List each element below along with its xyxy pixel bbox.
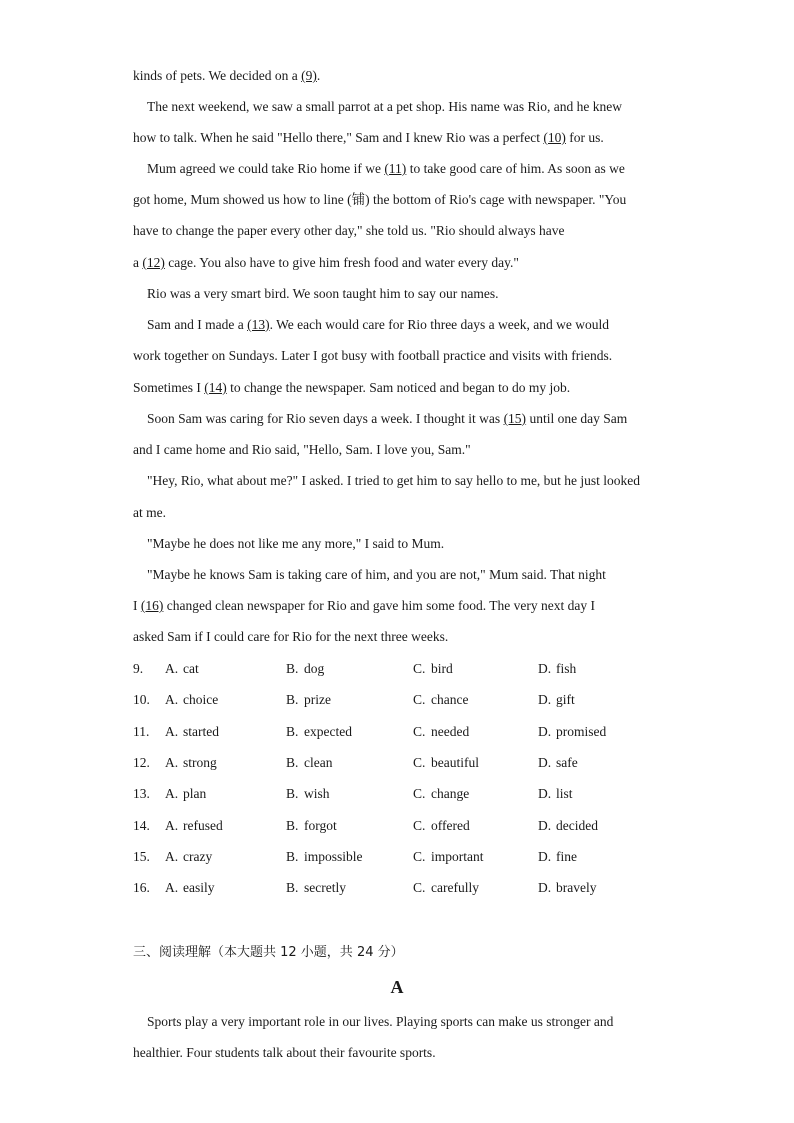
passage-line: a (12) cage. You also have to give him fresh food and water every day."	[133, 255, 519, 270]
question-number: 13.	[133, 786, 150, 801]
option-text: change	[431, 786, 470, 801]
passage-line: Sports play a very important role in our lives. Playing sports can make us stronger and	[147, 1014, 614, 1029]
option-text: forgot	[304, 818, 337, 833]
option-text: wish	[304, 786, 330, 801]
option-c	[413, 692, 468, 708]
option-letter: B.	[286, 661, 299, 676]
option-b	[286, 880, 346, 896]
option-text: cat	[183, 661, 199, 676]
option-text: strong	[183, 755, 217, 770]
option-d	[538, 786, 573, 802]
option-letter: A.	[165, 786, 179, 801]
question-number: 16.	[133, 880, 150, 895]
option-text: prize	[304, 692, 331, 707]
passage-line: Sometimes I (14) to change the newspaper. Sam noticed and began to do my job.	[133, 380, 571, 395]
option-a	[165, 880, 215, 896]
option-letter: D.	[538, 786, 552, 801]
option-a	[165, 724, 219, 740]
option-letter: D.	[538, 880, 552, 895]
passage-line: have to change the paper every other day," she told us. "Rio should always have	[133, 223, 565, 238]
option-d	[538, 818, 598, 834]
option-letter: C.	[413, 818, 426, 833]
option-text: safe	[556, 755, 578, 770]
option-text: clean	[304, 755, 333, 770]
option-d	[538, 661, 576, 677]
question-number: 9.	[133, 661, 144, 676]
passage-line: Soon Sam was caring for Rio seven days a week. I thought it was (15) until one day Sam	[147, 411, 628, 426]
option-c	[413, 755, 479, 771]
passage-line: I (16) changed clean newspaper for Rio and gave him some food. The very next day I	[133, 598, 595, 613]
option-b	[286, 818, 337, 834]
question-number: 15.	[133, 849, 150, 864]
option-b	[286, 661, 324, 677]
option-b	[286, 755, 332, 771]
option-text: impossible	[304, 849, 363, 864]
option-c	[413, 724, 469, 740]
passage-heading: A	[390, 977, 404, 997]
question-number: 14.	[133, 818, 150, 833]
option-a	[165, 692, 218, 708]
blank-14: (14)	[204, 380, 227, 395]
option-text: bird	[431, 661, 453, 676]
blank-13: (13)	[247, 317, 270, 332]
option-letter: A.	[165, 661, 179, 676]
section-title: 三、阅读理解（本大题共 12 小题，共 24 分）	[133, 945, 404, 960]
option-a	[165, 818, 223, 834]
passage-line: asked Sam if I could care for Rio for the next three weeks.	[133, 629, 449, 644]
option-text: needed	[431, 724, 470, 739]
passage-line: at me.	[133, 505, 166, 520]
passage-line: Sam and I made a (13). We each would care for Rio three days a week, and we would	[147, 317, 610, 332]
passage-line: "Maybe he does not like me any more," I said to Mum.	[147, 536, 445, 551]
blank-11: (11)	[384, 161, 407, 176]
option-b	[286, 786, 330, 802]
option-letter: D.	[538, 692, 552, 707]
passage-line: work together on Sundays. Later I got busy with football practice and visits with friends.	[133, 348, 613, 363]
option-letter: A.	[165, 692, 179, 707]
question-number: 11.	[133, 724, 150, 739]
option-c	[413, 661, 453, 677]
option-letter: A.	[165, 849, 179, 864]
option-text: important	[431, 849, 484, 864]
option-letter: B.	[286, 880, 299, 895]
option-c	[413, 849, 484, 865]
option-c	[413, 818, 470, 834]
option-letter: C.	[413, 849, 426, 864]
option-letter: D.	[538, 818, 552, 833]
option-text: list	[556, 786, 573, 801]
option-letter: A.	[165, 818, 179, 833]
option-letter: B.	[286, 849, 299, 864]
passage-line: "Maybe he knows Sam is taking care of him, and you are not," Mum said. That night	[147, 567, 606, 582]
passage-line: got home, Mum showed us how to line (铺) the bottom of Rio's cage with newspaper. "You	[133, 192, 627, 207]
passage-line: The next weekend, we saw a small parrot at a pet shop. His name was Rio, and he knew	[147, 99, 622, 114]
option-text: plan	[183, 786, 207, 801]
passage-line: Rio was a very smart bird. We soon taught him to say our names.	[147, 286, 499, 301]
option-a	[165, 786, 206, 802]
option-b	[286, 724, 352, 740]
option-d	[538, 849, 577, 865]
option-letter: C.	[413, 692, 426, 707]
option-letter: B.	[286, 692, 299, 707]
blank-10: (10)	[543, 130, 566, 145]
option-text: started	[183, 724, 219, 739]
option-letter: B.	[286, 818, 299, 833]
option-d	[538, 724, 606, 740]
option-text: chance	[431, 692, 469, 707]
passage-line: how to talk. When he said "Hello there," Sam and I knew Rio was a perfect (10) for us.	[133, 130, 604, 145]
option-b	[286, 849, 363, 865]
option-text: offered	[431, 818, 470, 833]
option-text: decided	[556, 818, 598, 833]
option-d	[538, 755, 578, 771]
option-letter: C.	[413, 661, 426, 676]
option-c	[413, 880, 479, 896]
passage-line: Mum agreed we could take Rio home if we (11) to take good care of him. As soon as we	[147, 161, 625, 176]
option-text: gift	[556, 692, 575, 707]
option-text: fish	[556, 661, 577, 676]
option-text: dog	[304, 661, 325, 676]
option-letter: D.	[538, 755, 552, 770]
option-a	[165, 755, 217, 771]
passage-line: "Hey, Rio, what about me?" I asked. I tried to get him to say hello to me, but he just looked	[147, 473, 641, 488]
option-b	[286, 692, 331, 708]
option-letter: C.	[413, 880, 426, 895]
blank-15: (15)	[503, 411, 527, 426]
option-d	[538, 692, 575, 708]
blank-16: (16)	[140, 598, 164, 613]
option-a	[165, 661, 199, 677]
option-text: choice	[183, 692, 219, 707]
option-text: carefully	[431, 880, 479, 895]
option-a	[165, 849, 212, 865]
option-letter: B.	[286, 755, 299, 770]
blank-12: (12)	[142, 255, 165, 270]
option-letter: C.	[413, 724, 426, 739]
option-letter: D.	[538, 724, 552, 739]
option-text: refused	[183, 818, 223, 833]
blank-9: (9)	[301, 68, 317, 83]
option-letter: A.	[165, 724, 179, 739]
passage-line: healthier. Four students talk about their favourite sports.	[133, 1045, 436, 1060]
passage-line: kinds of pets. We decided on a (9).	[133, 68, 321, 83]
option-text: crazy	[183, 849, 213, 864]
option-text: beautiful	[431, 755, 479, 770]
option-text: fine	[556, 849, 577, 864]
option-letter: B.	[286, 786, 299, 801]
option-letter: D.	[538, 661, 552, 676]
option-letter: B.	[286, 724, 299, 739]
option-text: expected	[304, 724, 352, 739]
question-number: 10.	[133, 692, 150, 707]
option-text: promised	[556, 724, 607, 739]
passage-line: and I came home and Rio said, "Hello, Sam. I love you, Sam."	[133, 442, 471, 457]
option-letter: A.	[165, 755, 179, 770]
question-number: 12.	[133, 755, 150, 770]
option-letter: A.	[165, 880, 179, 895]
option-d	[538, 880, 596, 896]
option-text: secretly	[304, 880, 346, 895]
option-letter: C.	[413, 786, 426, 801]
option-text: bravely	[556, 880, 597, 895]
option-letter: D.	[538, 849, 552, 864]
option-c	[413, 786, 469, 802]
option-text: easily	[183, 880, 215, 895]
option-letter: C.	[413, 755, 426, 770]
